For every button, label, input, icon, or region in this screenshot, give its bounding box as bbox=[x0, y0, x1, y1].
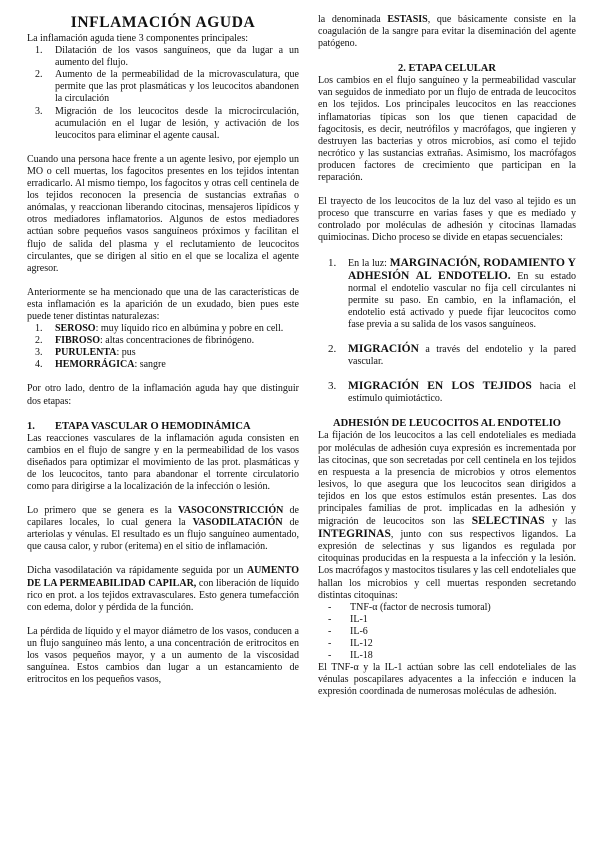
list-item: 3. MIGRACIÓN EN LOS TEJIDOS hacia el estímulo quimiotáctico. bbox=[328, 380, 577, 405]
left-column bbox=[27, 14, 299, 686]
paragraph-cellular: Los cambios en el flujo sanguíneo y la permeabilidad vascular van seguidos de inmediato por un flujo de entrada de leucocitos en los tejidos. Los principales leucocitos en las reacciones inflamatorias típicas son los que tienen capacidad de fagocitosis, es decir, neutrófilos y macrófagos, que ingieren y destruyen las bacterias y otros microbios, así como el tejido necrótico y las sustancias extrañas. Asimismo, los macrófagos producen factores de crecimiento que participan en la reparación. bbox=[318, 75, 576, 184]
section-heading-adhesion: ADHESIÓN DE LEUCOCITOS AL ENDOTELIO bbox=[333, 418, 561, 430]
cytokine-list bbox=[318, 602, 576, 662]
paragraph-route: El trayecto de los leucocitos de la luz del vaso al tejido es un proceso que transcurre en varias fases y que es mediado y controlado por moléculas de adhesión y citocinas llamadas quimiocinas. Dicho proceso se divide en etapas secuenciales: bbox=[318, 196, 576, 244]
list-item: - IL-12 bbox=[328, 638, 373, 650]
list-item: 3. Migración de los leucocitos desde la microcirculación, acumulación en el lugar de lesión, y activación de los leucocitos para eliminar el agente causal. bbox=[35, 105, 299, 141]
list-item: 1. SEROSO: muy líquido rico en albúmina y pobre en cell. bbox=[35, 323, 284, 335]
list-item: - IL-6 bbox=[328, 625, 368, 637]
exudate-list bbox=[27, 323, 299, 371]
list-item: - IL-18 bbox=[328, 650, 373, 662]
list-item: - IL-1 bbox=[328, 613, 368, 625]
paragraph-vascular: Las reacciones vasculares de la inflamación aguda consisten en cambios en el flujo de sangre y en la permeabilidad de los vasos diseñados para optimizar el movimiento de las prot. plasmáticas y de los leucocitos, tanto para abandonar el torrente circulatorio como para dirigirse a la localización de la infección o lesión. bbox=[27, 432, 299, 492]
list-item: - TNF-α (factor de necrosis tumoral) bbox=[328, 601, 491, 613]
list-item: 2. FIBROSO: altas concentraciones de fibrinógeno. bbox=[35, 335, 255, 347]
paragraph-agent: Cuando una persona hace frente a un agente lesivo, por ejemplo un MO o cell muertas, los fagocitos presentes en los tejidos intentan erradicarlo. Al mismo tiempo, los fagocitos y otras cell centinela de los tejidos reconocen la presencia de sustancias extrañas o anómalas, y reaccionan liberando citocinas, mensajeros lipídicos y otros mediadores inflamatorios. Algunos de estos mediadores actúan sobre pequeños vasos sanguíneos próximos y facilitan el flujo de salida del plasma y el reclutamiento de leucocitos circulantes, que se dirigen al sitio en el que se localiza el agente agresor. bbox=[27, 153, 299, 274]
paragraph-vasoconstriction: Lo primero que se genera es la VASOCONSTRICCIÓN de capilares locales, lo cual genera la VASODILATACIÓN de arteriolas y vénulas. El resultado es un flujo sanguíneo aumentado, que causa calor, y rubor (eritema) en el sitio de inflamación. bbox=[27, 505, 299, 553]
phases-list bbox=[318, 257, 576, 406]
list-item: 1. Dilatación de los vasos sanguíneos, que da lugar a un aumento del flujo. bbox=[35, 45, 299, 69]
list-item: 3. PURULENTA: pus bbox=[35, 347, 136, 359]
document-title: INFLAMACIÓN AGUDA bbox=[70, 14, 256, 31]
paragraph-final: El TNF-α y la IL-1 actúan sobre las cell endoteliales de las vénulas poscapilares adyacentes a la infección e inducen la expresión coordinada de numerosas moléculas de adhesión. bbox=[318, 662, 576, 698]
section-heading-vascular: 1. ETAPA VASCULAR O HEMODINÁMICA bbox=[27, 420, 251, 432]
paragraph-stasis: la denominada ESTASIS, que básicamente consiste en la coagulación de la sangre para evitar la diseminación del agente patógeno. bbox=[318, 14, 576, 50]
paragraph-permeability: Dicha vasodilatación va rápidamente seguida por un AUMENTO DE LA PERMEABILIDAD CAPILAR, con liberación de líquido rico en prot. a los tejidos extravasculares. Esto genera tumefacción con edema, dolor y pérdida de la función. bbox=[27, 565, 299, 613]
list-item: 2. MIGRACIÓN a través del endotelio y la pared vascular. bbox=[328, 343, 576, 368]
intro-text: La inflamación aguda tiene 3 componentes principales: bbox=[27, 33, 249, 44]
components-list bbox=[27, 45, 299, 142]
section-heading-cellular: 2. ETAPA CELULAR bbox=[398, 63, 496, 75]
paragraph-stages: Por otro lado, dentro de la inflamación aguda hay que distinguir dos etapas: bbox=[27, 383, 299, 407]
paragraph-fluid-loss: La pérdida de líquido y el mayor diámetro de los vasos, conducen a un flujo sanguíneo más lento, a una concentración de eritrocitos en los vasos pequeños mayor, y a un aumento de la viscosidad sanguínea. Estos cambios dan lugar a un estancamiento de eritrocitos en los pequeños vasos, bbox=[27, 625, 299, 686]
list-item: 1. En la luz: MARGINACIÓN, RODAMIENTO Y ADHESIÓN AL ENDOTELIO. En su estado normal el endotelio vascular no fija cell circulantes ni permite su paso. En cambio, en la inflamación, el endotelio está activado y puede fijar leucocitos como fase previa a su salida de los vasos sanguíneos. bbox=[328, 256, 577, 330]
list-item: 4. HEMORRÁGICA: sangre bbox=[35, 359, 166, 371]
right-column bbox=[318, 14, 576, 699]
paragraph-exudate: Anteriormente se ha mencionado que una de las características de esta inflamación es la aparición de un exudado, bien pues este puede tener distintas naturalezas: bbox=[27, 286, 299, 322]
list-item: 2. Aumento de la permeabilidad de la microvasculatura, que permite que las prot plasmáticas y los leucocitos abandonen la circulación bbox=[35, 69, 299, 105]
paragraph-adhesion: La fijación de los leucocitos a las cell endoteliales es mediada por moléculas de adhesión cuya expresión es incrementada por las citocinas, que son secretadas por cell centinela en los tejidos en respuesta a la presencia de microbios y otros elementos lesivos, lo que asegura que los leucocitos sean dirigidos a tejidos en los que estos estímulos están presentes. Las dos principales familias de prot. implicadas en la adhesión y migración de leucocitos son las SELECTINAS y las INTEGRINAS, junto con sus respectivos ligandos. La expresión de selectinas y sus ligandos es regulada por citoquinas producidas en la respuesta a la infección y la lesión. Los macrófagos y mastocitos tisulares y las cell endoteliales que hallan los microbios y cell muertas responden secretando distintas citoquinas: bbox=[318, 430, 576, 601]
